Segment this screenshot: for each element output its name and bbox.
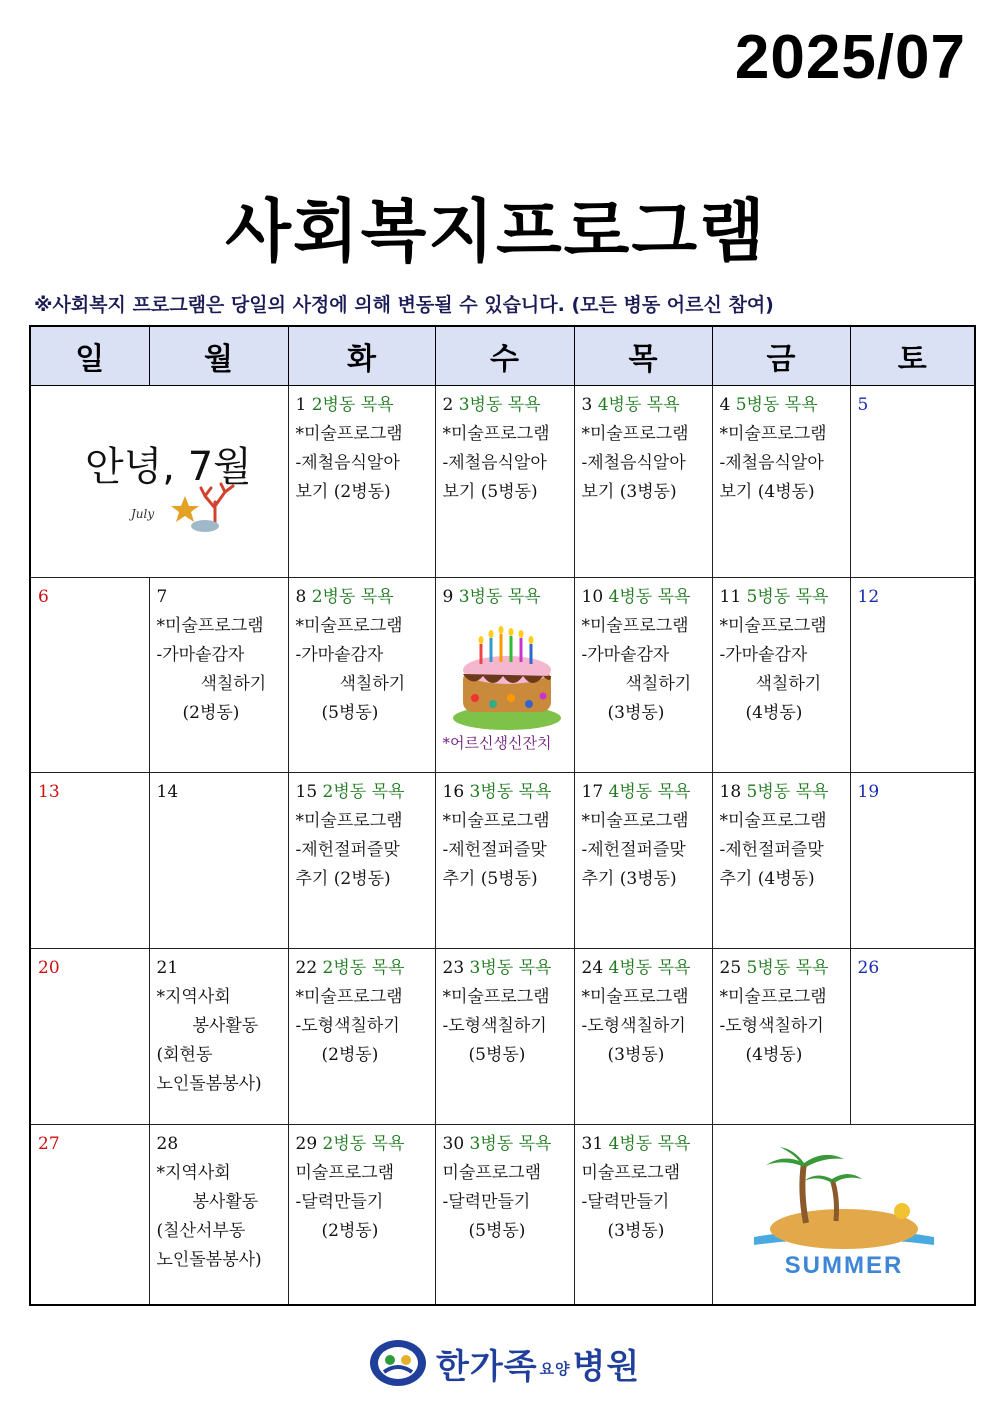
program-line: (4병동) [745, 1045, 803, 1065]
birthday-party-caption: *어르신생신잔치 [442, 734, 552, 752]
day-number: 20 [38, 958, 60, 978]
birthday-cake-icon [447, 614, 567, 732]
day-number: 9 [442, 587, 454, 607]
day-number: 19 [857, 782, 880, 802]
program-line: (2병동) [321, 1045, 379, 1065]
day-number: 23 [442, 958, 465, 978]
hello-july-illustration [65, 418, 255, 538]
program-line: -도형색칠하기 [719, 1016, 824, 1036]
bath-schedule: 2병동 목욕 [322, 782, 405, 802]
program-line: *지역사회 [156, 987, 231, 1007]
program-line: 봉사활동 [192, 1016, 259, 1036]
day-cell-8 [288, 578, 435, 773]
day-cell-31 [574, 1125, 712, 1306]
day-number: 26 [857, 958, 880, 978]
day-number: 13 [38, 782, 60, 802]
program-line: (칠산서부동 [156, 1221, 246, 1241]
shell-icon [191, 520, 219, 532]
program-line: *미술프로그램 [581, 811, 689, 831]
bath-schedule: 2병동 목욕 [322, 1134, 405, 1154]
program-line: *미술프로그램 [719, 616, 827, 636]
program-line: -가마솥감자 [156, 645, 245, 665]
weekday-mon: 월 [149, 326, 288, 386]
day-cell-16 [435, 773, 574, 949]
day-cell-20 [30, 949, 149, 1125]
day-number: 4 [719, 395, 731, 415]
week-row-2 [30, 578, 975, 773]
program-line: -제철음식알아 [719, 453, 824, 473]
program-line: 추기 (4병동) [719, 869, 815, 889]
week-row-1 [30, 386, 975, 578]
day-number: 2 [442, 395, 454, 415]
day-number: 29 [295, 1134, 318, 1154]
program-line: 색칠하기 [200, 674, 267, 694]
day-number: 14 [156, 782, 179, 802]
hello-july-cell [30, 386, 288, 578]
program-line: -도형색칠하기 [581, 1016, 686, 1036]
program-line: 봉사활동 [192, 1192, 259, 1212]
day-number: 3 [581, 395, 593, 415]
program-line: 색칠하기 [339, 674, 406, 694]
page-title: 사회복지프로그램 [225, 193, 767, 272]
bath-schedule: 2병동 목욕 [322, 958, 405, 978]
weekday-sun: 일 [30, 326, 149, 386]
day-number: 27 [38, 1134, 60, 1154]
day-cell-27 [30, 1125, 149, 1306]
day-cell-23 [435, 949, 574, 1125]
day-cell-2 [435, 386, 574, 578]
day-cell-17 [574, 773, 712, 949]
weekday-tue: 화 [288, 326, 435, 386]
program-line: -가마솥감자 [581, 645, 670, 665]
program-line: 색칠하기 [755, 674, 822, 694]
program-line: (3병동) [607, 1045, 665, 1065]
day-cell-15 [288, 773, 435, 949]
program-line: *미술프로그램 [581, 424, 689, 444]
bath-schedule: 5병동 목욕 [746, 587, 829, 607]
program-line: -제헌절퍼즐맞 [442, 840, 547, 860]
bath-schedule: 4병동 목욕 [608, 1134, 691, 1154]
day-cell-1 [288, 386, 435, 578]
day-number: 1 [295, 395, 307, 415]
program-line: *미술프로그램 [442, 424, 550, 444]
bath-schedule: 4병동 목욕 [608, 587, 691, 607]
bath-schedule: 2병동 목욕 [311, 587, 394, 607]
weekday-fri: 금 [712, 326, 850, 386]
program-line: 노인돌봄봉사) [156, 1250, 262, 1270]
program-line: 추기 (3병동) [581, 869, 677, 889]
program-line: 색칠하기 [625, 674, 692, 694]
day-number: 31 [581, 1134, 604, 1154]
program-line: *미술프로그램 [295, 424, 403, 444]
palm-tree-icon [766, 1147, 862, 1183]
program-line: *지역사회 [156, 1163, 231, 1183]
program-line: -제헌절퍼즐맞 [295, 840, 400, 860]
summer-cell [712, 1125, 975, 1306]
program-line: *미술프로그램 [581, 987, 689, 1007]
program-line: 추기 (5병동) [442, 869, 538, 889]
program-line: *미술프로그램 [442, 987, 550, 1007]
bath-schedule: 5병동 목욕 [746, 782, 829, 802]
program-line: 보기 (2병동) [295, 482, 391, 502]
day-number: 8 [295, 587, 307, 607]
day-cell-29 [288, 1125, 435, 1306]
calendar-month: 2025/07 [734, 23, 966, 92]
day-cell-3 [574, 386, 712, 578]
calendar-table [29, 325, 976, 1306]
program-line: (회현동 [156, 1045, 213, 1065]
day-cell-14 [149, 773, 288, 949]
program-line: (3병동) [607, 1221, 665, 1241]
program-line: 추기 (2병동) [295, 869, 391, 889]
bath-schedule: 5병동 목욕 [746, 958, 829, 978]
day-number: 17 [581, 782, 604, 802]
hello-july-text: 안녕, 7월 [84, 444, 252, 490]
day-cell-11 [712, 578, 850, 773]
day-cell-24 [574, 949, 712, 1125]
bath-schedule: 3병동 목욕 [469, 1134, 552, 1154]
summer-text: SUMMER [784, 1252, 904, 1279]
program-line: -도형색칠하기 [442, 1016, 547, 1036]
program-line: *미술프로그램 [442, 811, 550, 831]
day-number: 28 [156, 1134, 179, 1154]
hospital-name [436, 1339, 640, 1388]
program-line: (2병동) [182, 703, 240, 723]
program-line: 노인돌봄봉사) [156, 1074, 262, 1094]
day-cell-30 [435, 1125, 574, 1306]
program-line: -가마솥감자 [295, 645, 384, 665]
day-number: 24 [581, 958, 604, 978]
program-line: 미술프로그램 [295, 1163, 395, 1183]
day-cell-5 [850, 386, 975, 578]
day-number: 22 [295, 958, 318, 978]
bath-schedule: 2병동 목욕 [311, 395, 394, 415]
program-line: -제철음식알아 [295, 453, 400, 473]
crab-icon [894, 1203, 910, 1219]
day-cell-4 [712, 386, 850, 578]
bath-schedule: 4병동 목욕 [597, 395, 680, 415]
weekday-thu: 목 [574, 326, 712, 386]
weekday-sat: 토 [850, 326, 975, 386]
hospital-name-part: 한가족 [436, 1346, 538, 1387]
day-number: 12 [857, 587, 880, 607]
program-line: -달력만들기 [442, 1192, 531, 1212]
program-line: *미술프로그램 [295, 811, 403, 831]
program-line: (2병동) [321, 1221, 379, 1241]
day-cell-26 [850, 949, 975, 1125]
day-cell-19 [850, 773, 975, 949]
program-line: (5병동) [321, 703, 379, 723]
day-cell-10 [574, 578, 712, 773]
hospital-logo-icon [368, 1338, 428, 1388]
program-line: -제헌절퍼즐맞 [719, 840, 824, 860]
program-line: -달력만들기 [295, 1192, 384, 1212]
day-cell-22 [288, 949, 435, 1125]
week-row-3 [30, 773, 975, 949]
program-line: *미술프로그램 [295, 987, 403, 1007]
day-number: 18 [719, 782, 742, 802]
july-script-text: July [130, 507, 154, 521]
day-number: 11 [719, 587, 742, 607]
program-line: -가마솥감자 [719, 645, 808, 665]
program-line: *미술프로그램 [156, 616, 264, 636]
day-cell-28 [149, 1125, 288, 1306]
program-line: (3병동) [607, 703, 665, 723]
bath-schedule: 3병동 목욕 [458, 395, 541, 415]
weekday-wed: 수 [435, 326, 574, 386]
bath-schedule: 3병동 목욕 [458, 587, 541, 607]
day-cell-25 [712, 949, 850, 1125]
program-line: 보기 (5병동) [442, 482, 538, 502]
week-row-4 [30, 949, 975, 1125]
day-cell-6 [30, 578, 149, 773]
notice-text: ※사회복지 프로그램은 당일의 사정에 의해 변동될 수 있습니다. (모든 병동 어르신 참여) [34, 294, 774, 316]
program-line: (5병동) [468, 1221, 526, 1241]
day-cell-12 [850, 578, 975, 773]
day-cell-9 [435, 578, 574, 773]
program-line: -제철음식알아 [581, 453, 686, 473]
day-number: 30 [442, 1134, 465, 1154]
program-line: 보기 (4병동) [719, 482, 815, 502]
program-line: (5병동) [468, 1045, 526, 1065]
day-number: 6 [38, 587, 49, 607]
program-line: 미술프로그램 [581, 1163, 681, 1183]
hospital-name-small: 요양 [539, 1359, 571, 1378]
day-cell-13 [30, 773, 149, 949]
day-number: 5 [857, 395, 869, 415]
day-number: 15 [295, 782, 318, 802]
bath-schedule: 4병동 목욕 [608, 958, 691, 978]
day-cell-21 [149, 949, 288, 1125]
program-line: *미술프로그램 [719, 424, 827, 444]
summer-island-illustration [744, 1141, 944, 1281]
day-cell-18 [712, 773, 850, 949]
day-number: 10 [581, 587, 604, 607]
program-line: 보기 (3병동) [581, 482, 677, 502]
starfish-icon [171, 496, 199, 522]
day-number: 7 [156, 587, 168, 607]
week-row-5 [30, 1125, 975, 1306]
day-number: 21 [156, 958, 179, 978]
day-cell-7 [149, 578, 288, 773]
program-line: -제헌절퍼즐맞 [581, 840, 686, 860]
program-line: *미술프로그램 [719, 811, 827, 831]
bath-schedule: 3병동 목욕 [469, 958, 552, 978]
program-line: *미술프로그램 [295, 616, 403, 636]
weekday-header-row [30, 326, 975, 386]
program-line: *미술프로그램 [581, 616, 689, 636]
bath-schedule: 4병동 목욕 [608, 782, 691, 802]
program-line: (4병동) [745, 703, 803, 723]
program-line: *미술프로그램 [719, 987, 827, 1007]
program-line: -제철음식알아 [442, 453, 547, 473]
bath-schedule: 5병동 목욕 [735, 395, 818, 415]
day-number: 16 [442, 782, 465, 802]
bath-schedule: 3병동 목욕 [469, 782, 552, 802]
program-line: 미술프로그램 [442, 1163, 542, 1183]
day-number: 25 [719, 958, 742, 978]
program-line: -도형색칠하기 [295, 1016, 400, 1036]
hospital-name-part: 병원 [572, 1346, 641, 1387]
hospital-footer [368, 1338, 640, 1388]
program-line: -달력만들기 [581, 1192, 670, 1212]
